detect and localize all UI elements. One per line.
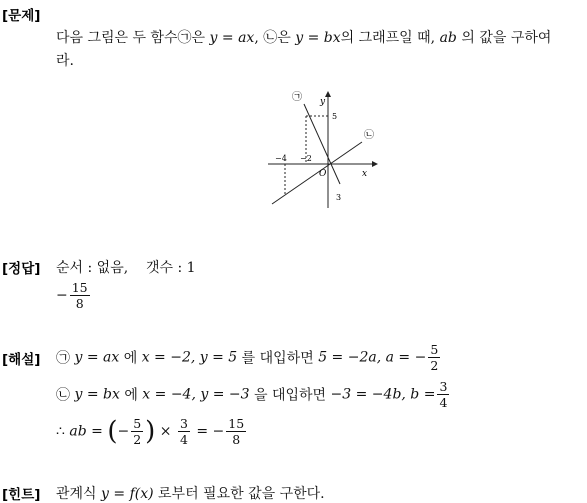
equation-y-bx: y = bx (74, 386, 120, 403)
numerator: 5 (430, 342, 439, 357)
denominator: 4 (439, 395, 448, 410)
left-paren: ( (107, 416, 118, 447)
solution-text: 을 대입하면 (254, 387, 327, 404)
tick-3: 3 (336, 193, 342, 202)
substitution-values: x = −4, y = −3 (142, 386, 250, 403)
answer-meta (56, 257, 196, 277)
times-symbol: × (159, 423, 172, 440)
solution-text: 에 (123, 350, 138, 367)
problem-tag: [문제] (2, 8, 41, 24)
right-paren: ) (145, 416, 156, 447)
solution-line-3 (56, 416, 248, 447)
equation-y-bx: y = bx (295, 30, 341, 46)
answer-tag: [정답] (2, 261, 41, 277)
problem-text: 은 (191, 30, 206, 46)
problem-text: 의 값을 구하여 (461, 30, 552, 46)
hint-tag: [힌트] (2, 487, 41, 503)
solution-line-1 (56, 342, 442, 373)
label-circle-2: ㉡ (364, 130, 374, 141)
problem-text: , (254, 30, 264, 46)
circled-label-1: ㉠ (56, 350, 70, 367)
label-origin: O (319, 169, 327, 179)
answer-order: 순서 : 없음, (56, 260, 129, 276)
x-axis-arrow (372, 161, 378, 167)
tick-m2: −2 (300, 154, 312, 163)
equation-solve-a: 5 = −2a, a = − (318, 349, 427, 366)
circled-label-2: ㉡ (263, 30, 278, 46)
numerator: 3 (179, 416, 188, 431)
fraction-3-4 (437, 379, 449, 410)
solution-line-2 (56, 379, 451, 410)
equation-solve-b: −3 = −4b, b = (330, 386, 436, 403)
label-circle-1: ㉠ (292, 92, 302, 103)
answer-value (56, 280, 92, 311)
hint-line (56, 483, 325, 503)
answer-count: 갯수 : 1 (145, 260, 196, 276)
y-axis-arrow (325, 91, 331, 97)
label-y-axis: y (320, 97, 326, 107)
expression-ab: ab = (69, 423, 103, 440)
equation-y-ax: y = ax (74, 349, 120, 366)
numerator: 5 (133, 416, 142, 431)
therefore-symbol: ∴ (56, 423, 65, 440)
problem-text: 의 그래프일 때, (340, 30, 436, 46)
answer-fraction (70, 280, 90, 311)
problem-line-2: 라. (56, 53, 74, 69)
equation-y-fx: y = f(x) (101, 486, 154, 502)
tick-5: 5 (332, 112, 338, 121)
substitution-values: x = −2, y = 5 (141, 349, 238, 366)
answer-denominator: 8 (70, 295, 90, 311)
hint-text: 로부터 필요한 값을 구한다. (158, 486, 325, 502)
solution-text: 에 (124, 387, 138, 404)
graph-figure (262, 88, 382, 218)
circled-label-1: ㉠ (177, 30, 192, 46)
equals-minus: = − (196, 423, 225, 440)
numerator: 15 (228, 416, 245, 431)
solution-text: 를 대입하면 (241, 350, 314, 367)
fraction-5-2 (131, 416, 143, 447)
tick-m4: −4 (275, 154, 287, 163)
expression-ab: ab (439, 30, 457, 46)
denominator: 2 (430, 358, 439, 373)
fraction-3-4 (178, 416, 190, 447)
denominator: 2 (133, 432, 142, 447)
hint-text: 관계식 (56, 486, 97, 502)
denominator: 4 (179, 432, 188, 447)
minus-sign: − (117, 423, 130, 440)
answer-numerator: 15 (71, 280, 88, 295)
label-x-axis: x (362, 169, 368, 179)
denominator: 8 (226, 431, 246, 447)
solution-tag: [해설] (2, 352, 41, 368)
fraction-5-2 (428, 342, 440, 373)
answer-sign: − (56, 287, 68, 304)
equation-y-ax: y = ax (209, 30, 255, 46)
problem-text: 은 (277, 30, 291, 46)
circled-label-2: ㉡ (56, 387, 70, 404)
numerator: 3 (439, 379, 448, 394)
fraction-15-8 (226, 416, 246, 447)
problem-text: 다음 그림은 두 함수 (56, 30, 178, 46)
problem-line-1 (56, 27, 551, 47)
